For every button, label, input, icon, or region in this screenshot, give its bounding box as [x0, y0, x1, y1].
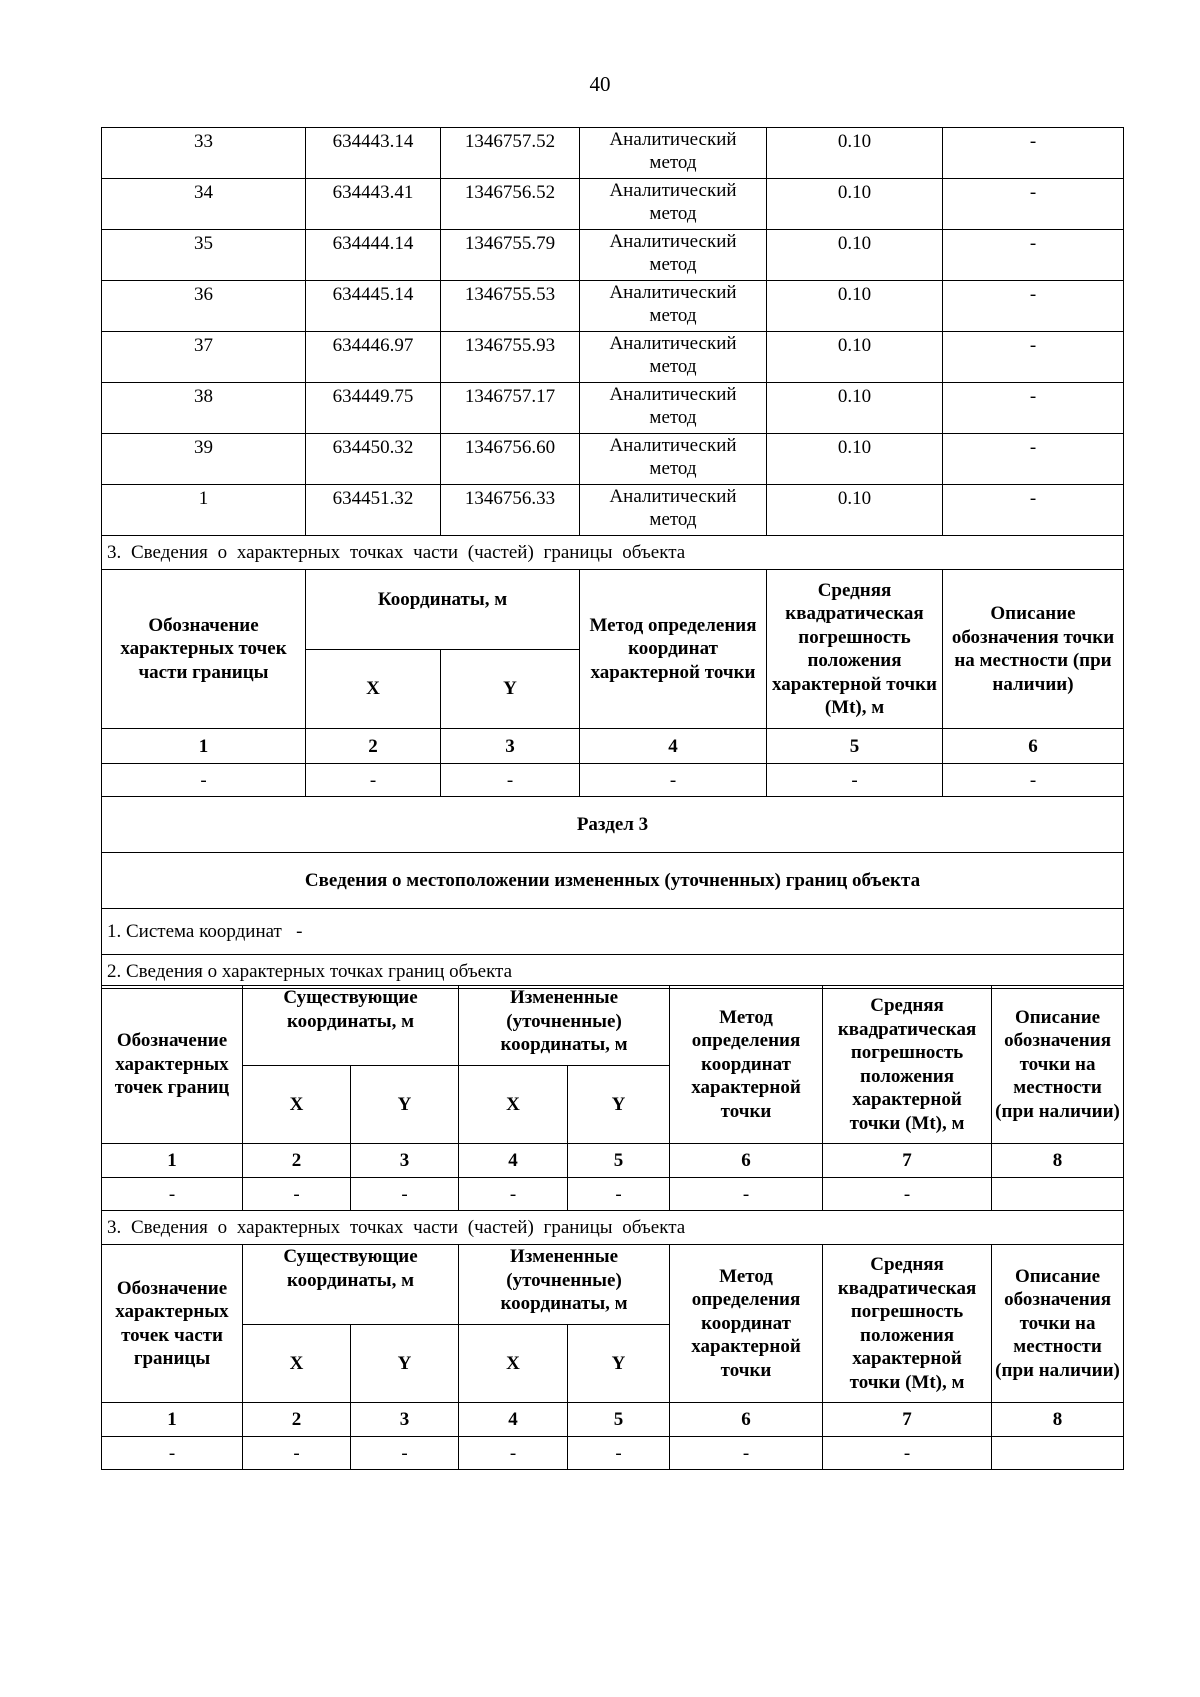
- point-number: 35: [102, 230, 306, 281]
- points-caption-row: [102, 955, 1124, 989]
- mt-value: 0.10: [767, 485, 943, 536]
- description: -: [943, 179, 1124, 230]
- col-number: 7: [823, 1144, 992, 1178]
- header-desc: Описание обозначения точки на местности (при наличии): [992, 986, 1124, 1144]
- table-row: [102, 230, 1124, 281]
- col-number: 3: [441, 729, 580, 764]
- changed-points-table: [101, 985, 1124, 1470]
- empty-cell: [992, 1178, 1124, 1211]
- section-subtitle-row: [102, 853, 1124, 909]
- empty-cell: -: [568, 1437, 670, 1470]
- method-line: метод: [649, 152, 697, 173]
- method-line: метод: [649, 356, 697, 377]
- coord-x: 634443.41: [306, 179, 441, 230]
- method-line: Аналитический: [609, 129, 737, 150]
- method-line: метод: [649, 203, 697, 224]
- table-row: [102, 485, 1124, 536]
- header-col1: Обозначение характерных точек части границы: [102, 1245, 243, 1403]
- header-y: Y: [441, 650, 580, 729]
- header-y: Y: [351, 1066, 459, 1144]
- header-row: [102, 570, 1124, 650]
- empty-cell: -: [767, 764, 943, 797]
- empty-cell: -: [306, 764, 441, 797]
- points-rows: [102, 128, 1124, 536]
- page-number: 40: [589, 72, 611, 96]
- method-line: Аналитический: [609, 384, 737, 405]
- empty-cell: -: [102, 764, 306, 797]
- header-changed: Измененные (уточненные) координаты, м: [459, 986, 670, 1066]
- column-numbers-row: [102, 729, 1124, 764]
- header-desc: Описание обозначения точки на местности (при наличии): [992, 1245, 1124, 1403]
- col-number: 5: [568, 1403, 670, 1437]
- table-row: [102, 179, 1124, 230]
- header-y: Y: [351, 1325, 459, 1403]
- header-row: [102, 986, 1124, 1066]
- col-number: 7: [823, 1403, 992, 1437]
- parts-empty-row: [102, 1437, 1124, 1470]
- empty-row: [102, 764, 1124, 797]
- method: [580, 332, 767, 383]
- method: [580, 383, 767, 434]
- coord-y: 1346755.53: [441, 281, 580, 332]
- header-existing: Существующие координаты, м: [243, 986, 459, 1066]
- empty-cell: -: [102, 1178, 243, 1211]
- col-number: 1: [102, 1403, 243, 1437]
- empty-cell: [992, 1437, 1124, 1470]
- coord-y: 1346756.60: [441, 434, 580, 485]
- mt-value: 0.10: [767, 179, 943, 230]
- empty-cell: -: [670, 1178, 823, 1211]
- coord-system-row: [102, 909, 1124, 955]
- mt-value: 0.10: [767, 332, 943, 383]
- method-line: метод: [649, 305, 697, 326]
- col-number: 5: [568, 1144, 670, 1178]
- mt-value: 0.10: [767, 281, 943, 332]
- empty-cell: -: [441, 764, 580, 797]
- method-line: Аналитический: [609, 333, 737, 354]
- empty-cell: -: [459, 1437, 568, 1470]
- mt-value: 0.10: [767, 128, 943, 179]
- method-line: метод: [649, 509, 697, 530]
- coord-x: 634443.14: [306, 128, 441, 179]
- parts-caption: 3. Сведения о характерных точках части (частей) границы объекта: [102, 1211, 1124, 1245]
- method-line: Аналитический: [609, 231, 737, 252]
- empty-cell: -: [351, 1178, 459, 1211]
- col-number: 2: [306, 729, 441, 764]
- coord-system: 1. Система координат -: [102, 909, 1124, 955]
- coord-y: 1346756.52: [441, 179, 580, 230]
- coord-y: 1346755.93: [441, 332, 580, 383]
- method: [580, 281, 767, 332]
- parts-column-numbers-row: [102, 1403, 1124, 1437]
- column-numbers-row: [102, 1144, 1124, 1178]
- description: -: [943, 230, 1124, 281]
- col-number: 3: [351, 1144, 459, 1178]
- header-x: X: [459, 1325, 568, 1403]
- header-desc: Описание обозначения точки на местности (при наличии): [943, 570, 1124, 729]
- coord-y: 1346755.79: [441, 230, 580, 281]
- description: -: [943, 434, 1124, 485]
- coord-x: 634445.14: [306, 281, 441, 332]
- empty-cell: -: [102, 1437, 243, 1470]
- header-method: Метод определения координат характерной точки: [670, 986, 823, 1144]
- method-line: Аналитический: [609, 282, 737, 303]
- col-number: 2: [243, 1144, 351, 1178]
- table-row: [102, 383, 1124, 434]
- col-number: 8: [992, 1403, 1124, 1437]
- section-title: Раздел 3: [102, 797, 1124, 853]
- method: [580, 230, 767, 281]
- point-number: 37: [102, 332, 306, 383]
- header-mt: Средняя квадратическая погрешность положения характерной точки (Mt), м: [823, 1245, 992, 1403]
- section-title-row: [102, 797, 1124, 853]
- col-number: 2: [243, 1403, 351, 1437]
- empty-cell: -: [459, 1178, 568, 1211]
- point-number: 33: [102, 128, 306, 179]
- empty-row: [102, 1178, 1124, 1211]
- col-number: 4: [580, 729, 767, 764]
- header-x: X: [459, 1066, 568, 1144]
- header-col1: Обозначение характерных точек границ: [102, 986, 243, 1144]
- method: [580, 434, 767, 485]
- empty-cell: -: [943, 764, 1124, 797]
- col-number: 6: [943, 729, 1124, 764]
- table-row: [102, 281, 1124, 332]
- table-row: [102, 332, 1124, 383]
- header-coords: Координаты, м: [306, 570, 580, 650]
- point-number: 1: [102, 485, 306, 536]
- parts-caption: 3. Сведения о характерных точках части (частей) границы объекта: [102, 536, 1124, 570]
- mt-value: 0.10: [767, 434, 943, 485]
- description: -: [943, 281, 1124, 332]
- method-line: Аналитический: [609, 180, 737, 201]
- coord-y: 1346757.17: [441, 383, 580, 434]
- header-x: X: [306, 650, 441, 729]
- empty-cell: -: [243, 1178, 351, 1211]
- coord-x: 634449.75: [306, 383, 441, 434]
- method-line: Аналитический: [609, 486, 737, 507]
- header-method: Метод определения координат характерной точки: [670, 1245, 823, 1403]
- coord-x: 634450.32: [306, 434, 441, 485]
- point-number: 36: [102, 281, 306, 332]
- header-y: Y: [568, 1066, 670, 1144]
- method: [580, 179, 767, 230]
- col-number: 4: [459, 1144, 568, 1178]
- method-line: метод: [649, 458, 697, 479]
- table-row: [102, 128, 1124, 179]
- description: -: [943, 128, 1124, 179]
- col-number: 1: [102, 1144, 243, 1178]
- coord-x: 634451.32: [306, 485, 441, 536]
- coord-y: 1346756.33: [441, 485, 580, 536]
- coord-x: 634444.14: [306, 230, 441, 281]
- points-caption: 2. Сведения о характерных точках границ объекта: [102, 955, 1124, 989]
- method-line: метод: [649, 254, 697, 275]
- empty-cell: -: [823, 1178, 992, 1211]
- parts-caption-row: [102, 536, 1124, 570]
- mt-value: 0.10: [767, 383, 943, 434]
- empty-cell: -: [351, 1437, 459, 1470]
- col-number: 5: [767, 729, 943, 764]
- header-y: Y: [568, 1325, 670, 1403]
- header-mt: Средняя квадратическая погрешность положения характерной точки (Mt), м: [767, 570, 943, 729]
- coord-y: 1346757.52: [441, 128, 580, 179]
- method-line: метод: [649, 407, 697, 428]
- col-number: 6: [670, 1403, 823, 1437]
- col-number: 8: [992, 1144, 1124, 1178]
- points-table: [101, 127, 1124, 989]
- header-method: Метод определения координат характерной точки: [580, 570, 767, 729]
- method: [580, 485, 767, 536]
- col-number: 4: [459, 1403, 568, 1437]
- header-existing: Существующие координаты, м: [243, 1245, 459, 1325]
- description: -: [943, 383, 1124, 434]
- point-number: 34: [102, 179, 306, 230]
- point-number: 39: [102, 434, 306, 485]
- method: [580, 128, 767, 179]
- method-line: Аналитический: [609, 435, 737, 456]
- description: -: [943, 332, 1124, 383]
- empty-cell: -: [568, 1178, 670, 1211]
- description: -: [943, 485, 1124, 536]
- empty-cell: -: [670, 1437, 823, 1470]
- parts-caption-row: [102, 1211, 1124, 1245]
- header-x: X: [243, 1066, 351, 1144]
- coord-x: 634446.97: [306, 332, 441, 383]
- empty-cell: -: [243, 1437, 351, 1470]
- col-number: 6: [670, 1144, 823, 1178]
- empty-cell: -: [580, 764, 767, 797]
- point-number: 38: [102, 383, 306, 434]
- mt-value: 0.10: [767, 230, 943, 281]
- header-mt: Средняя квадратическая погрешность положения характерной точки (Mt), м: [823, 986, 992, 1144]
- section-subtitle: Сведения о местоположении измененных (уточненных) границ объекта: [102, 853, 1124, 909]
- header-x: X: [243, 1325, 351, 1403]
- table-row: [102, 434, 1124, 485]
- empty-cell: -: [823, 1437, 992, 1470]
- col-number: 3: [351, 1403, 459, 1437]
- header-col1: Обозначение характерных точек части границы: [102, 570, 306, 729]
- parts-header-row: [102, 1245, 1124, 1325]
- header-changed: Измененные (уточненные) координаты, м: [459, 1245, 670, 1325]
- col-number: 1: [102, 729, 306, 764]
